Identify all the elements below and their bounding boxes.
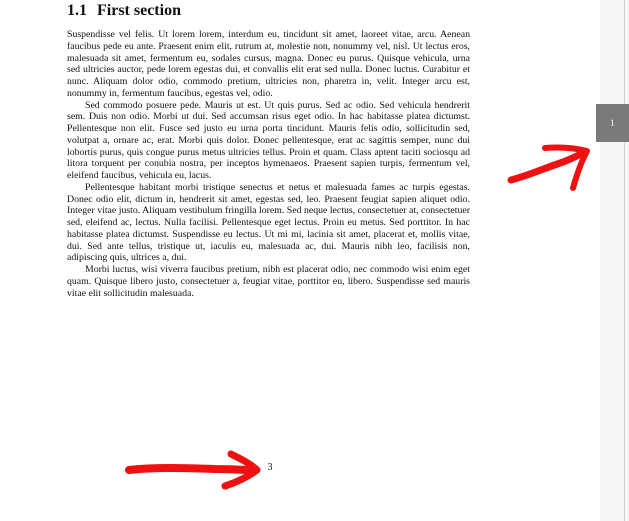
page-edge-divider: [624, 0, 625, 521]
paragraph: Morbi luctus, wisi viverra faucibus pretium, nibh est placerat odio, nec commodo wisi enim eget quam. Quisque libero justo, consectetuer a, feugiat vitae, porttitor eu, libero. Suspendisse sed mauris vitae elit sollicitudin malesuada.: [67, 264, 470, 299]
section-heading: [67, 1, 470, 21]
page-tab[interactable]: [596, 104, 629, 142]
annotation-arrow-icon: [125, 448, 265, 490]
annotation-arrow-icon: [505, 138, 597, 196]
paragraph: Sed commodo posuere pede. Mauris ut est. Ut quis purus. Sed ac odio. Sed vehicula hendrerit sem. Duis non odio. Morbi ut dui. Sed accumsan risus eget odio. In hac habitasse platea dictumst. Pellentesque non elit. Fusce sed justo eu urna porta tincidunt. Mauris felis odio, sollicitudin sed, volutpat a, ornare ac, erat. Morbi quis dolor. Donec pellentesque, erat ac sagittis semper, nunc dui lobortis purus, quis congue purus metus ultricies tellus. Proin et quam. Class aptent taciti sociosqu ad litora torquent per conubia nostra, per inceptos hymenaeos. Praesent sapien turpis, fermentum vel, eleifend faucibus, vehicula eu, lacus.: [67, 99, 470, 181]
page-content: [67, 0, 470, 299]
section-title: First section: [97, 2, 181, 19]
paragraph: Pellentesque habitant morbi tristique senectus et netus et malesuada fames ac turpis egestas. Donec odio elit, dictum in, hendrerit sit amet, egestas sed, leo. Praesent feugiat sapien aliquet odio. Integer vitae justo. Aliquam vestibulum fringilla lorem. Sed neque lectus, consectetuer at, consectetuer sed, eleifend ac, lectus. Nulla facilisi. Pellentesque eget lectus. Proin eu metus. Sed porttitor. In hac habitasse platea dictumst. Suspendisse eu lectus. Ut mi mi, lacinia sit amet, placerat et, mollis vitae, dui. Sed ante tellus, tristique ut, iaculis eu, malesuada ac, dui. Mauris nibh leo, facilisis non, adipiscing quis, ultrices a, dui.: [67, 181, 470, 264]
paragraph: Suspendisse vel felis. Ut lorem lorem, interdum eu, tincidunt sit amet, laoreet vitae, arcu. Aenean faucibus pede eu ante. Praesent enim elit, rutrum at, molestie non, nonummy vel, nisl. Ut lectus eros, malesuada sit amet, fermentum eu, sodales cursus, magna. Donec eu purus. Quisque vehicula, urna sed ultricies auctor, pede lorem egestas dui, et convallis elit erat sed nulla. Donec luctus. Curabitur et nunc. Aliquam dolor odio, commodo pretium, ultricies non, pharetra in, velit. Integer arcu est, nonummy in, fermentum faucibus, egestas vel, odio.: [67, 29, 470, 99]
page-tab-label: 1: [610, 118, 615, 128]
page-number: 3: [267, 462, 273, 473]
section-number: 1.1: [67, 2, 87, 19]
